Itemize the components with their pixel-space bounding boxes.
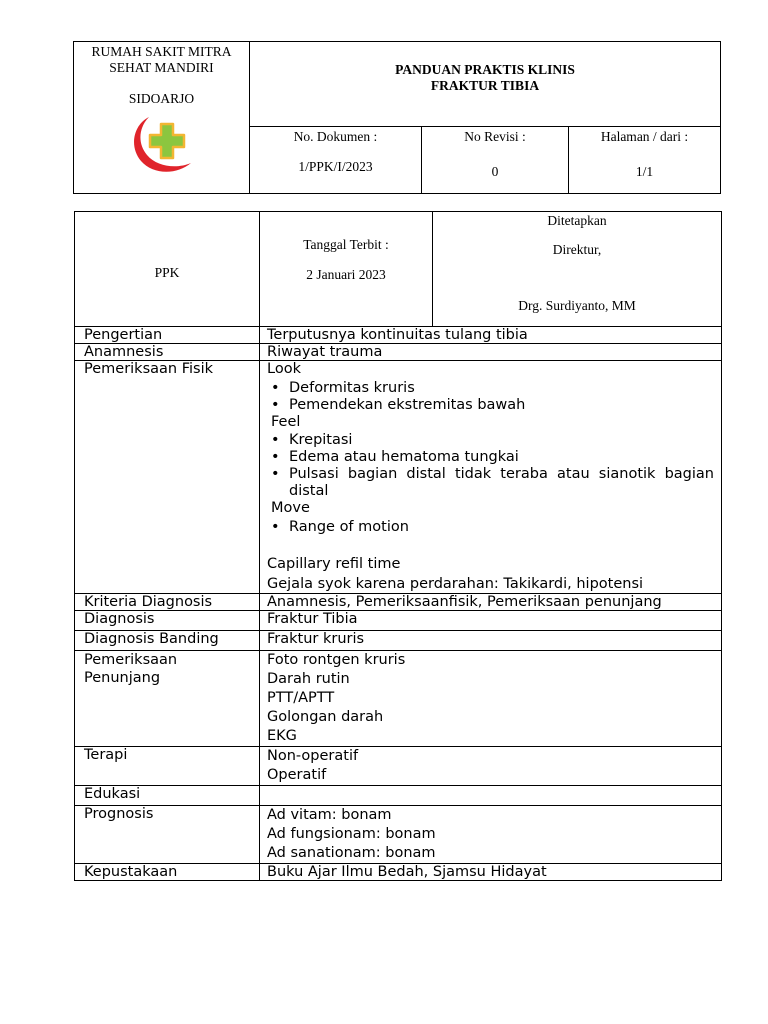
list-item: • Deformitas kruris [267, 380, 714, 397]
list-item: Golongan darah [267, 709, 384, 725]
row-value-penunjang [260, 651, 722, 747]
row-label-terapi: Terapi [75, 747, 260, 786]
look-list [267, 380, 714, 414]
table-row [75, 611, 722, 631]
director-title: Direktur, [552, 242, 602, 257]
approval-label: Ditetapkan [547, 213, 607, 228]
list-item: Ad vitam: bonam [267, 807, 392, 823]
hospital-name-line1: RUMAH SAKIT MITRA [91, 44, 232, 59]
row-value-pemeriksaan-fisik [260, 361, 722, 594]
document-header-table [73, 41, 721, 194]
revision-value: 0 [491, 164, 499, 179]
hospital-name-line2: SEHAT MANDIRI [109, 60, 214, 75]
table-row [75, 651, 722, 747]
penunjang-label-line2: Penunjang [84, 670, 161, 686]
row-value-banding: Fraktur kruris [260, 631, 722, 651]
approval-cell [433, 212, 722, 327]
table-row [75, 344, 722, 361]
table-row [75, 806, 722, 864]
list-item: • Edema atau hematoma tungkai [267, 449, 714, 466]
syok-text: Gejala syok karena perdarahan: Takikardi, hipotensi [267, 576, 644, 592]
page-value: 1/1 [635, 164, 654, 179]
issue-date-cell [260, 212, 433, 327]
list-item: Ad fungsionam: bonam [267, 826, 436, 842]
row-value-pengertian: Terputusnya kontinuitas tulang tibia [260, 327, 722, 344]
row-value-prognosis [260, 806, 722, 864]
document-subtitle: FRAKTUR TIBIA [430, 78, 540, 93]
list-item: Non-operatif [267, 748, 359, 764]
document-title: PANDUAN PRAKTIS KLINIS [395, 62, 575, 77]
revision-label: No Revisi : [464, 129, 526, 144]
row-label-pengertian: Pengertian [75, 327, 260, 344]
move-list [267, 519, 714, 536]
issue-date-label: Tanggal Terbit : [303, 237, 389, 252]
row-value-terapi [260, 747, 722, 786]
list-item: Ad sanationam: bonam [267, 845, 436, 861]
row-label-penunjang [75, 651, 260, 747]
director-name: Drg. Surdiyanto, MM [518, 298, 636, 313]
table-row [75, 864, 722, 881]
list-item: EKG [267, 728, 297, 744]
table-row [75, 594, 722, 611]
row-label-kepustakaan: Kepustakaan [75, 864, 260, 881]
row-value-diagnosis: Fraktur Tibia [260, 611, 722, 631]
list-item: • Pulsasi bagian distal tidak teraba atau sianotik bagian distal [267, 466, 714, 500]
table-row [75, 786, 722, 806]
row-label-pemeriksaan-fisik: Pemeriksaan Fisik [75, 361, 260, 594]
list-item: Darah rutin [267, 671, 350, 687]
hospital-identity-cell [74, 42, 250, 194]
list-item: • Krepitasi [267, 432, 714, 449]
row-label-diagnosis: Diagnosis [75, 611, 260, 631]
page-cell [569, 127, 721, 194]
doc-number-value: 1/PPK/I/2023 [298, 159, 373, 174]
penunjang-label-line1: Pemeriksaan [84, 652, 178, 668]
table-row [75, 747, 722, 786]
ppk-cell [75, 212, 260, 327]
row-label-banding: Diagnosis Banding [75, 631, 260, 651]
row-label-kriteria: Kriteria Diagnosis [75, 594, 260, 611]
list-item: PTT/APTT [267, 690, 335, 706]
doc-number-cell [250, 127, 422, 194]
row-value-anamnesis: Riwayat trauma [260, 344, 722, 361]
feel-heading: Feel [271, 414, 301, 430]
list-item: Foto rontgen kruris [267, 652, 406, 668]
hospital-logo-icon [127, 113, 197, 177]
row-value-kepustakaan: Buku Ajar Ilmu Bedah, Sjamsu Hidayat [260, 864, 722, 881]
doc-number-label: No. Dokumen : [293, 129, 378, 144]
crt-text: Capillary refil time [267, 556, 401, 572]
hospital-name [74, 44, 249, 76]
row-value-edukasi [260, 786, 722, 806]
row-label-anamnesis: Anamnesis [75, 344, 260, 361]
look-heading: Look [267, 361, 301, 377]
list-item: Operatif [267, 767, 327, 783]
revision-cell [422, 127, 569, 194]
row-value-kriteria: Anamnesis, Pemeriksaanfisik, Pemeriksaan penunjang [260, 594, 722, 611]
table-row [75, 361, 722, 594]
ppk-content-table [74, 211, 722, 881]
feel-list [267, 432, 714, 500]
row-label-prognosis: Prognosis [75, 806, 260, 864]
document-title-cell [250, 42, 721, 127]
hospital-city: SIDOARJO [128, 91, 195, 106]
table-row [75, 631, 722, 651]
list-item: • Range of motion [267, 519, 714, 536]
row-label-edukasi: Edukasi [75, 786, 260, 806]
page-label: Halaman / dari : [600, 129, 689, 144]
list-item: • Pemendekan ekstremitas bawah [267, 397, 714, 414]
move-heading: Move [271, 500, 310, 516]
issue-date-value: 2 Januari 2023 [306, 267, 386, 282]
table-row [75, 327, 722, 344]
ppk-label: PPK [154, 265, 180, 280]
